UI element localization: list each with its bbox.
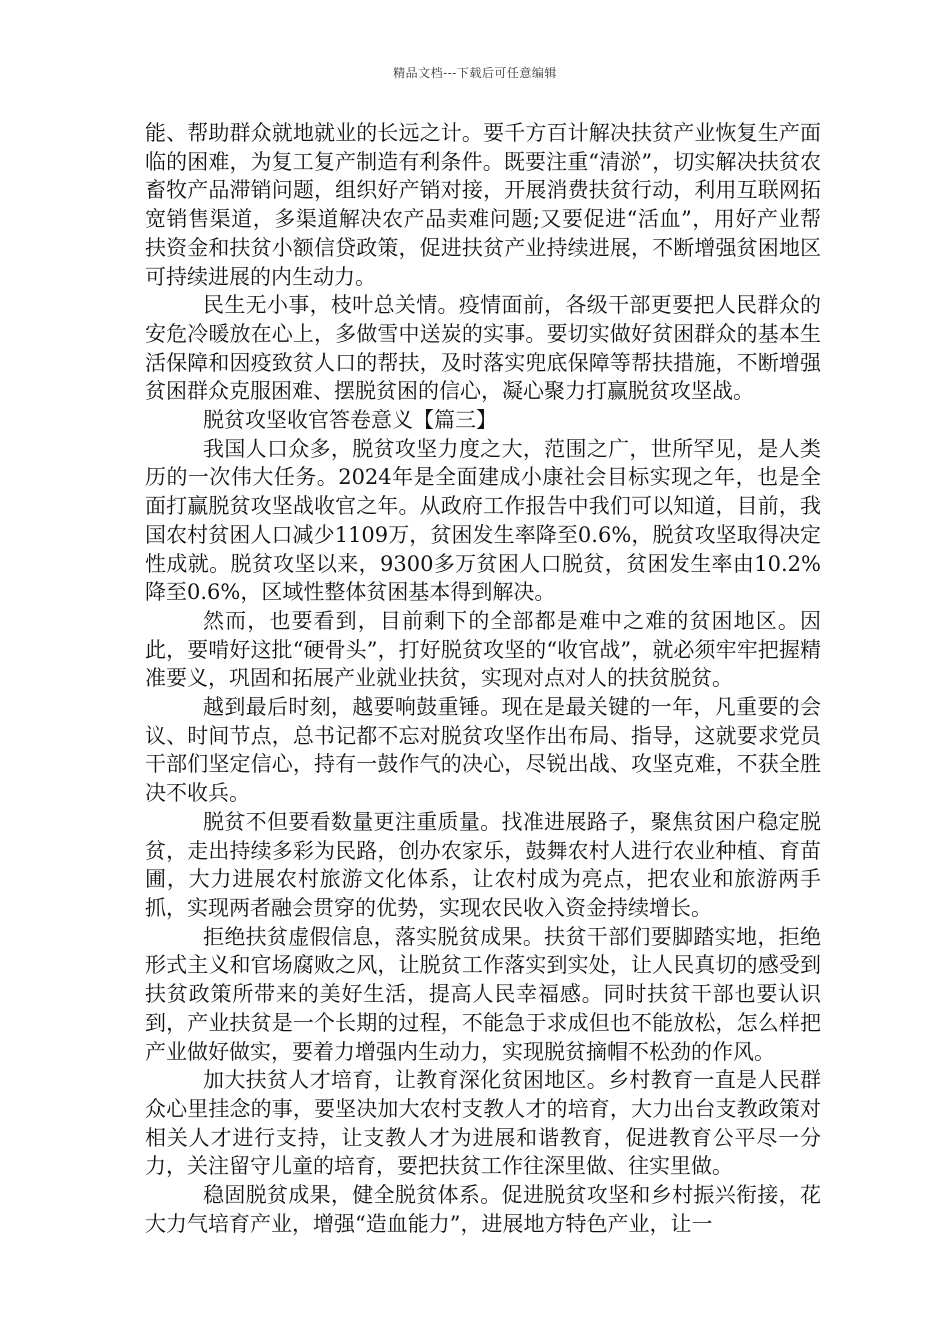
section-heading: 脱贫攻坚收官答卷意义【篇三】 <box>203 408 497 433</box>
paragraph: 然而，也要看到，目前剩下的全部都是难中之难的贫困地区。因此，要啃好这批“硬骨头”，打好脱贫攻坚的“收官战”，就必须牢牢把握精准要义，巩固和拓展产业就业扶贫，实现对点对人的扶贫脱贫。 <box>145 608 821 691</box>
paragraph: 脱贫不但要看数量更注重质量。找准进展路子，聚焦贫困户稳定脱贫，走出持续多彩为民路，创办农家乐，鼓舞农村人进行农业种植、育苗圃，大力进展农村旅游文化体系，让农村成为亮点，把农业和旅游两手抓，实现两者融会贯穿的优势，实现农民收入资金持续增长。 <box>145 809 821 920</box>
document-body <box>145 119 821 1238</box>
paragraph: 我国人口众多，脱贫攻坚力度之大，范围之广，世所罕见，是人类历的一次伟大任务。2024年是全面建成小康社会目标实现之年，也是全面打赢脱贫攻坚战收官之年。从政府工作报告中我们可以知道，目前，我国农村贫困人口减少1109万，贫困发生率降至0.6%，脱贫攻坚取得决定性成就。脱贫攻坚以来，9300多万贫困人口脱贫，贫困发生率由10.2%降至0.6%，区域性整体贫困基本得到解决。 <box>145 436 821 605</box>
paragraph-continued: 能、帮助群众就地就业的长远之计。要千方百计解决扶贫产业恢复生产面临的困难，为复工复产制造有利条件。既要注重“清淤”，切实解决扶贫农畜牧产品滞销问题，组织好产销对接，开展消费扶贫行动，利用互联网拓宽销售渠道，多渠道解决农产品卖难问题;又要促进“活血”，用好产业帮扶资金和扶贫小额信贷政策，促进扶贫产业持续进展，不断增强贫困地区可持续进展的内生动力。 <box>145 121 821 289</box>
paragraph: 加大扶贫人才培育，让教育深化贫困地区。乡村教育一直是人民群众心里挂念的事，要坚决加大农村支教人才的培育，大力出台支教政策对相关人才进行支持，让支教人才为进展和谐教育，促进教育公平尽一分力，关注留守儿童的培育，要把扶贫工作往深里做、往实里做。 <box>145 1068 821 1179</box>
paragraph: 稳固脱贫成果，健全脱贫体系。促进脱贫攻坚和乡村振兴衔接，花大力气培育产业，增强“造血能力”，进展地方特色产业，让一 <box>145 1183 821 1236</box>
page-header: 精品文档---下载后可任意编辑 <box>393 66 557 80</box>
paragraph: 民生无小事，枝叶总关情。疫情面前，各级干部更要把人民群众的安危冷暖放在心上，多做雪中送炭的实事。要切实做好贫困群众的基本生活保障和因疫致贫人口的帮扶，及时落实兜底保障等帮扶措施，不断增强贫困群众克服困难、摆脱贫困的信心，凝心聚力打赢脱贫攻坚战。 <box>145 293 821 404</box>
paragraph: 拒绝扶贫虚假信息，落实脱贫成果。扶贫干部们要脚踏实地，拒绝形式主义和官场腐败之风，让脱贫工作落实到实处，让人民真切的感受到扶贫政策所带来的美好生活，提高人民幸福感。同时扶贫干部也要认识到，产业扶贫是一个长期的过程，不能急于求成但也不能放松，怎么样把产业做好做实，要着力增强内生动力，实现脱贫摘帽不松劲的作风。 <box>145 924 821 1064</box>
paragraph: 越到最后时刻，越要响鼓重锤。现在是最关键的一年，凡重要的会议、时间节点，总书记都不忘对脱贫攻坚作出布局、指导，这就要求党员干部们坚定信心，持有一鼓作气的决心，尽锐出战、攻坚克难，不获全胜决不收兵。 <box>145 695 821 806</box>
